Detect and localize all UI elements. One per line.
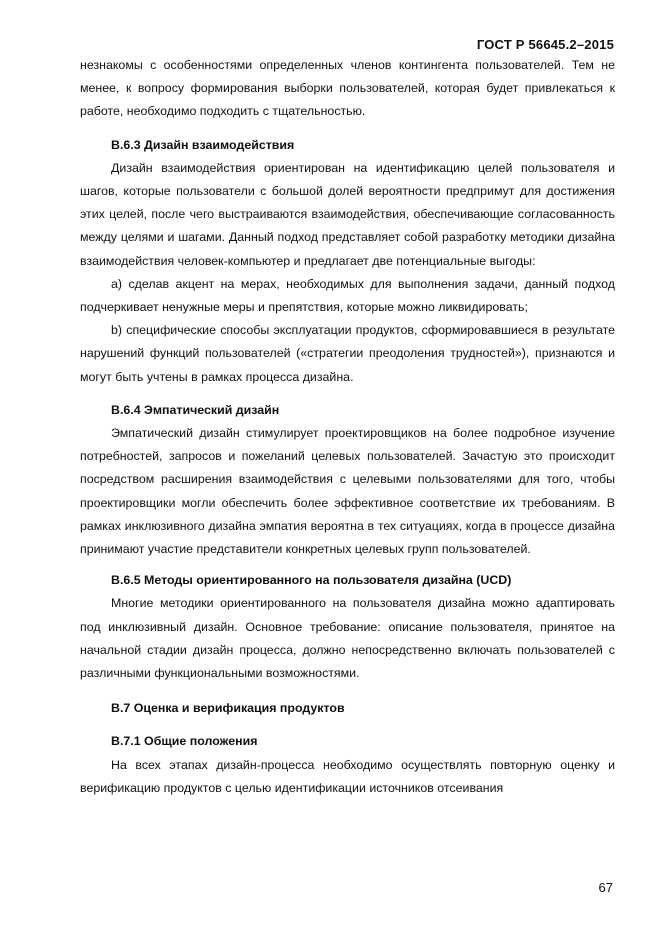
paragraph-general-provisions: На всех этапах дизайн-процесса необходимо осуществлять повторную оценку и верификацию продуктов с целью идентификации источников отсеивания (80, 757, 615, 795)
section-heading-b64: В.6.4 Эмпатический дизайн (111, 402, 280, 417)
section-heading-b65: В.6.5 Методы ориентированного на пользователя дизайна (UCD) (111, 573, 512, 588)
paragraph-empathic-design: Эмпатический дизайн стимулирует проектировщиков на более подробное изучение потребностей, запросов и пожеланий целевых пользователей. Зачастую это происходит посредством расширения взаимодействия с целевыми пользователями для того, чтобы проектировщики могли обеспечить более эффективное соответствие их требованиям. В рамках инклюзивного дизайна эмпатия вероятна в тех ситуациях, когда в процессе дизайна принимают участие представители конкретных целевых групп пользователей. (80, 426, 615, 557)
list-item-b: b) специфические способы эксплуатации продуктов, сформировавшиеся в результате нарушений функций пользователей («стратегии преодоления трудностей»), признаются и могут быть учтены в рамках процесса дизайна. (80, 323, 615, 384)
paragraph-interaction-design: Дизайн взаимодействия ориентирован на идентификацию целей пользователя и шагов, которые пользователи с большой долей вероятности предпримут для достижения этих целей, после чего выстраиваются взаимодействия, обеспечивающие согласованность между целями и шагами. Данный подход представляет собой разработку методики дизайна взаимодействия человек-компьютер и предлагает две потенциальные выгоды: (80, 160, 615, 268)
paragraph-ucd-methods: Многие методики ориентированного на пользователя дизайна можно адаптировать под инклюзивный дизайн. Основное требование: описание пользователя, принятое на начальной стадии дизайн процесса, должно непосредственно включать пользователей с различными функциональными возможностями. (80, 596, 615, 681)
section-heading-b7: В.7 Оценка и верификация продуктов (111, 701, 345, 716)
section-heading-b71: В.7.1 Общие положения (111, 734, 258, 749)
list-item-a: a) сделав акцент на мерах, необходимых для выполнения задачи, данный подход подчеркивает ненужные меры и препятствия, которые можно ликвидировать; (80, 276, 615, 315)
page-content (80, 54, 615, 800)
paragraph-continuation: незнакомы с особенностями определенных членов контингента пользователей. Тем не менее, к вопросу формирования выборки пользователей, которая будет привлекаться к работе, необходимо подходить с тщательностью. (80, 58, 615, 119)
document-code-header: ГОСТ Р 56645.2–2015 (476, 37, 614, 52)
page-number: 67 (598, 880, 613, 895)
section-heading-b63: В.6.3 Дизайн взаимодействия (111, 137, 295, 152)
